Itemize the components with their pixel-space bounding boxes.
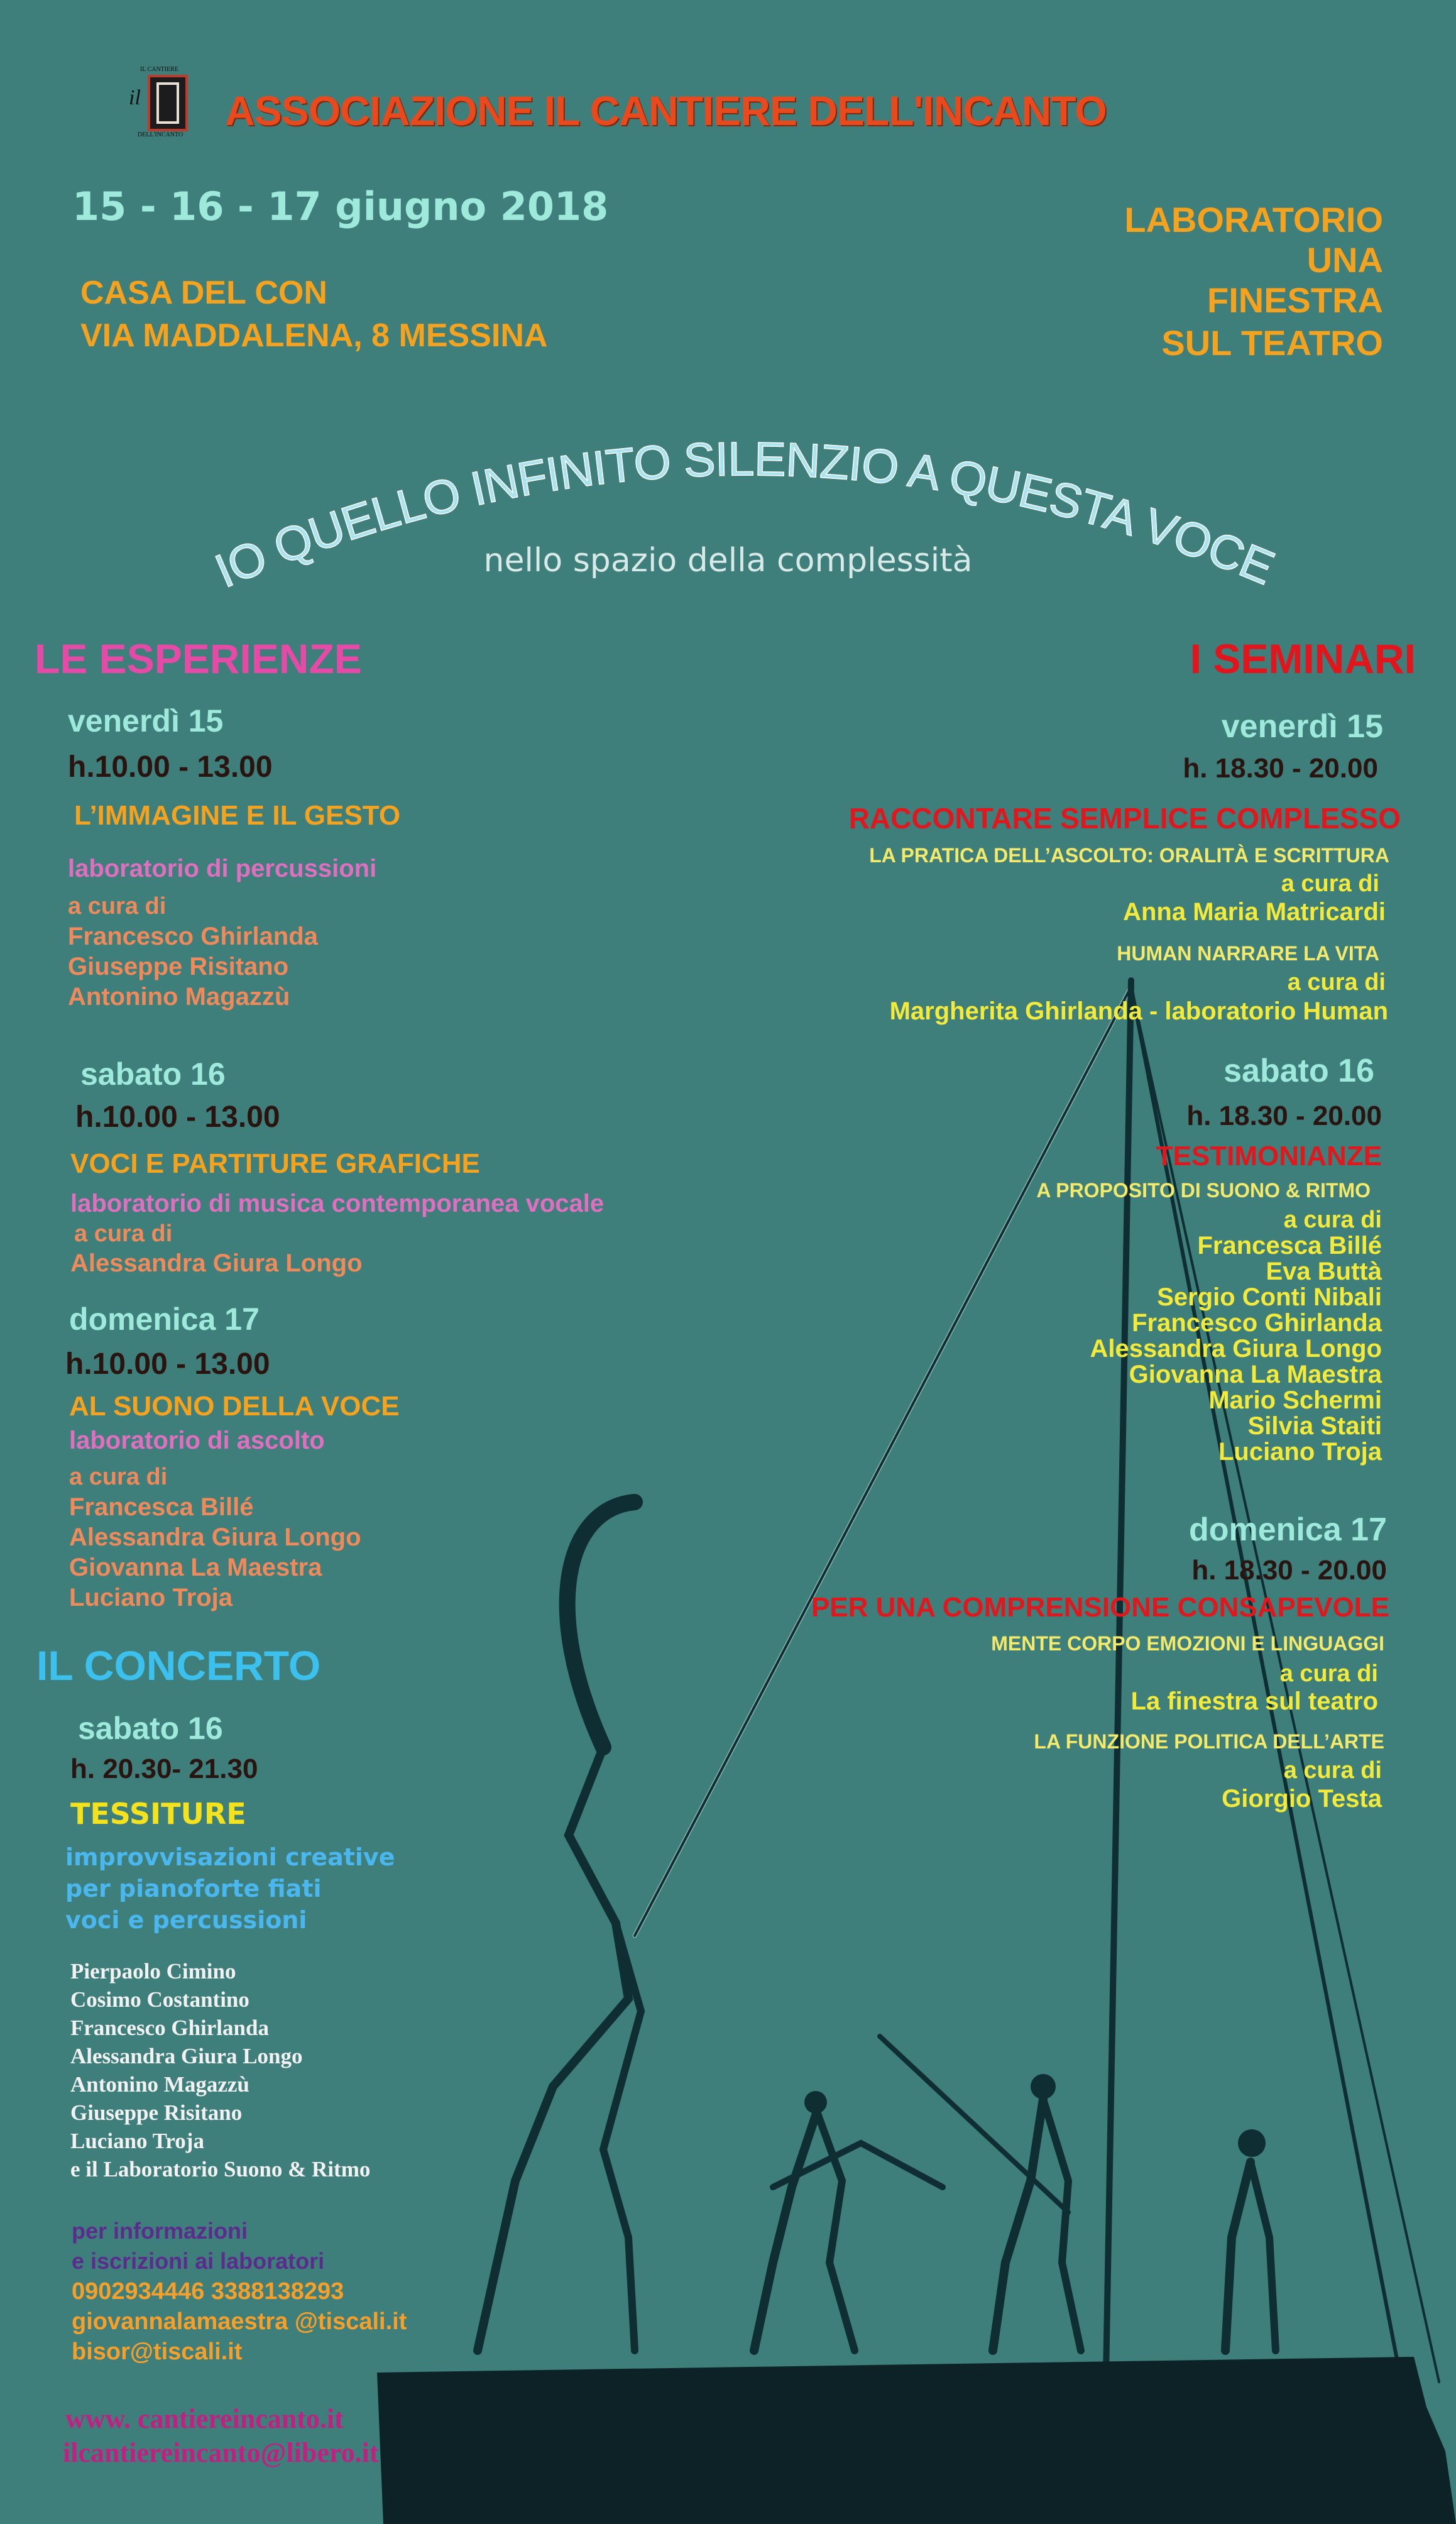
curated-label: a cura di xyxy=(1283,1207,1382,1233)
seminari-sunday xyxy=(811,1507,1387,1813)
logo-text-bottom: DELL'INCANTO xyxy=(138,131,183,138)
person: Luciano Troja xyxy=(69,1584,233,1611)
person: Francesco Ghirlanda xyxy=(68,923,318,950)
association-name: ASSOCIAZIONE IL CANTIERE DELL'INCANTO xyxy=(225,87,1107,134)
day-label: venerdì 15 xyxy=(1221,708,1383,745)
concert-title: TESSITURE xyxy=(70,1797,246,1831)
info-email-1[interactable]: giovannalamaestra @tiscali.it xyxy=(72,2308,407,2335)
curated-label: a cura di xyxy=(69,1464,168,1490)
seminar-title: PER UNA COMPRENSIONE CONSAPEVOLE xyxy=(811,1592,1389,1623)
seminari-heading: I SEMINARI xyxy=(1190,635,1416,682)
person: Luciano Troja xyxy=(1218,1438,1382,1466)
time-label: h. 18.30 - 20.00 xyxy=(1186,1100,1382,1131)
performer: Pierpaolo Cimino xyxy=(70,1959,236,1984)
person: Giorgio Testa xyxy=(1222,1785,1382,1813)
seminari-saturday xyxy=(1036,1048,1382,1465)
logo xyxy=(129,66,203,140)
curated-label: a cura di xyxy=(1279,1660,1378,1687)
time-label: h.10.00 - 13.00 xyxy=(68,750,273,784)
seminar-sub: MENTE CORPO EMOZIONI E LINGUAGGI xyxy=(991,1632,1384,1655)
curated-label: a cura di xyxy=(1283,1757,1382,1784)
person: Francesca Billé xyxy=(69,1493,254,1521)
person: Silvia Staiti xyxy=(1247,1412,1382,1440)
performer: Cosimo Costantino xyxy=(70,1987,249,2012)
seminar-title: RACCONTARE SEMPLICE COMPLESSO xyxy=(848,802,1401,835)
time-label: h. 18.30 - 20.00 xyxy=(1191,1555,1387,1586)
person: Sergio Conti Nibali xyxy=(1157,1283,1382,1311)
day-label: domenica 17 xyxy=(69,1302,260,1337)
day-label: domenica 17 xyxy=(1188,1512,1387,1548)
day-label: sabato 16 xyxy=(80,1056,226,1092)
info-block xyxy=(72,2216,407,2367)
concert-desc-2: per pianoforte fiati xyxy=(65,1875,322,1902)
info-email-2[interactable]: bisor@tiscali.it xyxy=(72,2339,243,2365)
performer: Alessandra Giura Longo xyxy=(70,2044,303,2068)
venue-line-2: VIA MADDALENA, 8 MESSINA xyxy=(80,317,548,354)
workshop-desc: laboratorio di musica contemporanea vocale xyxy=(70,1190,605,1217)
performers xyxy=(70,1957,395,2183)
lab-line-3: FINESTRA xyxy=(1207,280,1383,320)
person: Francesco Ghirlanda xyxy=(1132,1309,1382,1337)
concert-desc-1: improvvisazioni creative xyxy=(65,1843,395,1871)
info-phones: 0902934446 3388138293 xyxy=(72,2278,344,2305)
person: Alessandra Giura Longo xyxy=(69,1523,361,1551)
person: Alessandra Giura Longo xyxy=(1090,1335,1382,1363)
main-title xyxy=(0,377,1456,641)
person: Margherita Ghirlanda - laboratorio Human xyxy=(889,997,1388,1025)
venue-line-1: CASA DEL CON xyxy=(80,275,327,311)
time-label: h.10.00 - 13.00 xyxy=(65,1347,270,1381)
person: Mario Schermi xyxy=(1208,1386,1382,1414)
seminar-sub: A PROPOSITO DI SUONO & RITMO xyxy=(1036,1179,1371,1202)
lab-line-2: UNA xyxy=(1306,240,1383,280)
person: Giovanna La Maestra xyxy=(69,1554,322,1581)
curated-label: a cura di xyxy=(74,1221,173,1247)
day-label: venerdì 15 xyxy=(68,703,224,738)
subtitle: nello spazio della complessità xyxy=(483,542,973,579)
logo-text-mid: il xyxy=(129,86,141,109)
workshop-title: AL SUONO DELLA VOCE xyxy=(69,1391,400,1422)
curated-label: a cura di xyxy=(68,893,167,919)
seminari-friday-details xyxy=(848,796,1401,1026)
performer: Francesco Ghirlanda xyxy=(70,2016,269,2040)
person: Anna Maria Matricardi xyxy=(1123,898,1386,926)
person: Francesca Billé xyxy=(1197,1232,1382,1259)
lab-line-1: LABORATORIO xyxy=(1124,200,1383,239)
venue xyxy=(80,272,547,357)
time-label: h. 18.30 - 20.00 xyxy=(1183,753,1378,784)
logo-mark xyxy=(148,75,188,131)
info-label-2: e iscrizioni ai laboratori xyxy=(72,2248,325,2274)
seminar-sub: LA PRATICA DELL’ASCOLTO: ORALITÀ E SCRITTURA xyxy=(869,844,1389,867)
lab-title xyxy=(1124,200,1383,366)
performer: Luciano Troja xyxy=(70,2129,204,2153)
performer: Antonino Magazzù xyxy=(70,2072,249,2097)
workshop-desc: laboratorio di percussioni xyxy=(68,855,377,882)
esperienze-sunday xyxy=(65,1297,400,1613)
seminar-sub: LA FUNZIONE POLITICA DELL’ARTE xyxy=(1034,1730,1384,1753)
workshop-title: L’IMMAGINE E IL GESTO xyxy=(74,800,401,831)
esperienze-heading: LE ESPERIENZE xyxy=(35,635,362,682)
concert-desc-3: voci e percussioni xyxy=(65,1906,307,1934)
concerto-heading: IL CONCERTO xyxy=(36,1642,321,1689)
day-label: sabato 16 xyxy=(1223,1053,1374,1089)
time-label: h.10.00 - 13.00 xyxy=(75,1100,280,1134)
performer: e il Laboratorio Suono & Ritmo xyxy=(70,2157,371,2181)
time-label: h. 20.30- 21.30 xyxy=(70,1753,258,1784)
seminar-title: TESTIMONIANZE xyxy=(1156,1141,1382,1171)
workshop-title: VOCI E PARTITURE GRAFICHE xyxy=(70,1148,480,1179)
event-dates: 15 - 16 - 17 giugno 2018 xyxy=(72,184,609,229)
info-label-1: per informazioni xyxy=(72,2218,248,2244)
person: Eva Buttà xyxy=(1266,1258,1382,1285)
person: La finestra sul teatro xyxy=(1130,1687,1378,1715)
website-link[interactable]: www. cantiereincanto.it xyxy=(65,2403,344,2434)
day-label: sabato 16 xyxy=(78,1711,223,1746)
concerto-block xyxy=(65,1708,395,2183)
workshop-desc: laboratorio di ascolto xyxy=(69,1427,325,1454)
logo-text-top: IL CANTIERE xyxy=(140,66,179,73)
esperienze-friday xyxy=(68,699,400,1012)
person: Antonino Magazzù xyxy=(68,983,290,1011)
person: Alessandra Giura Longo xyxy=(70,1249,363,1277)
seminari-friday xyxy=(1183,704,1383,788)
performer: Giuseppe Risitano xyxy=(70,2100,243,2125)
curated-label: a cura di xyxy=(1287,969,1386,996)
esperienze-saturday xyxy=(70,1053,604,1278)
lab-line-4: SUL TEATRO xyxy=(1161,323,1383,363)
person: Giovanna La Maestra xyxy=(1129,1361,1382,1388)
email-link[interactable]: ilcantiereincanto@libero.it xyxy=(63,2437,379,2468)
contact-links xyxy=(63,2402,378,2470)
main-title-path: IO QUELLO INFINITO SILENZIO A QUESTA VOCE xyxy=(207,432,1281,598)
seminar-sub: HUMAN NARRARE LA VITA xyxy=(1117,942,1379,965)
person: Giuseppe Risitano xyxy=(68,953,289,980)
curated-label: a cura di xyxy=(1281,870,1379,897)
